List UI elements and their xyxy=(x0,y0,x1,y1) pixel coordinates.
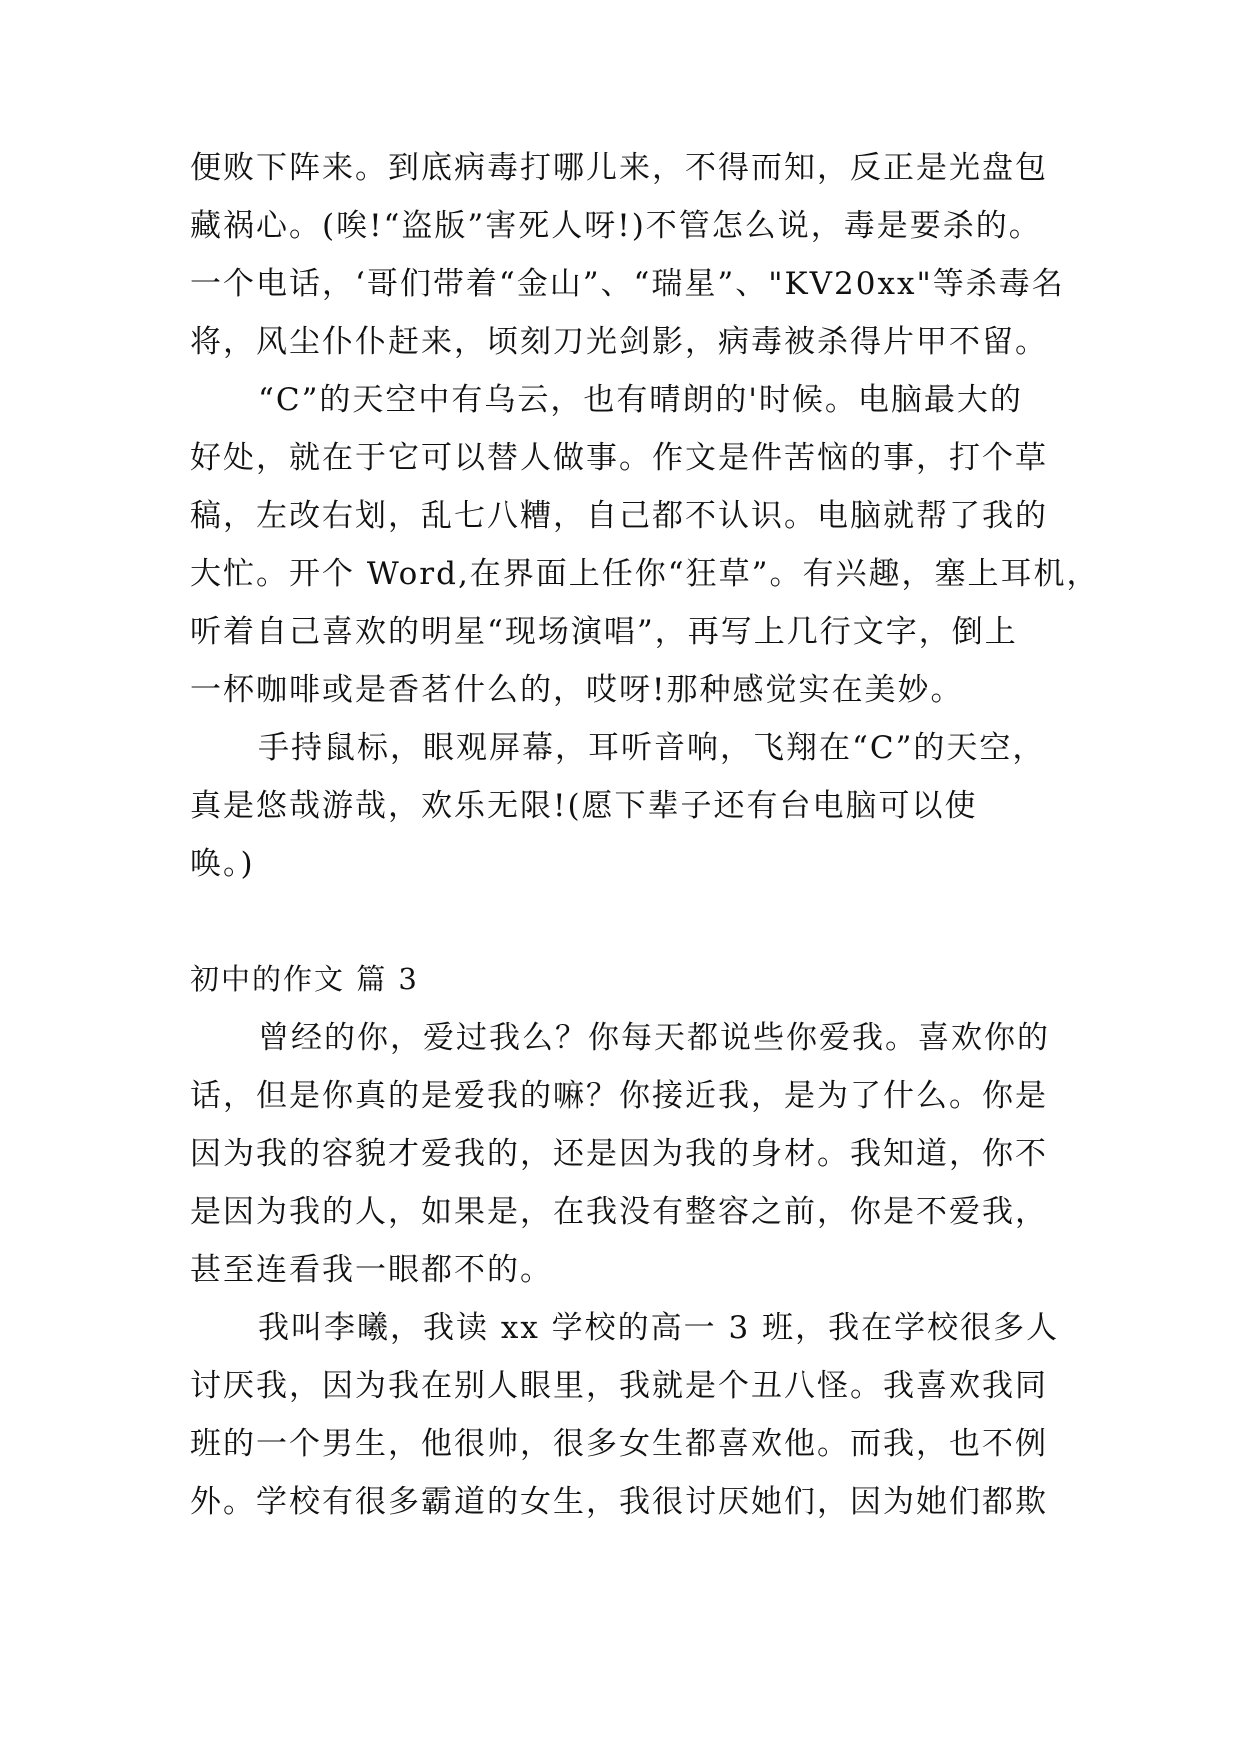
text-line: 大忙。开个 Word,在界面上任你“狂草”。有兴趣，塞上耳机， xyxy=(190,556,1100,592)
paragraph-first-line: 手持鼠标，眼观屏幕，耳听音响，飞翔在“C”的天空， xyxy=(258,730,1046,766)
text-line: 真是悠哉游哉，欢乐无限!(愿下辈子还有台电脑可以使 xyxy=(190,788,978,824)
paragraph-first-line: 我叫李曦，我读 xx 学校的高一 3 班，我在学校很多人 xyxy=(258,1310,1060,1346)
paragraph-first-line: 曾经的你，爱过我么？你每天都说些你爱我。喜欢你的 xyxy=(258,1020,1050,1056)
text-line: 唤。) xyxy=(190,846,255,882)
text-line: 一个电话，‘哥们带着“金山”、“瑞星”、"KV20xx"等杀毒名 xyxy=(190,266,1065,302)
text-line: 外。学校有很多霸道的女生，我很讨厌她们，因为她们都欺 xyxy=(190,1484,1048,1520)
section-heading: 初中的作文 篇 3 xyxy=(190,962,419,996)
text-line: 便败下阵来。到底病毒打哪儿来，不得而知，反正是光盘包 xyxy=(190,150,1048,186)
text-line: 话，但是你真的是爱我的嘛？你接近我，是为了什么。你是 xyxy=(190,1078,1048,1114)
text-line: 好处，就在于它可以替人做事。作文是件苦恼的事，打个草 xyxy=(190,440,1048,476)
text-line: 藏祸心。(唉!“盗版”害死人呀!)不管怎么说，毒是要杀的。 xyxy=(190,208,1042,244)
text-line: 班的一个男生，他很帅，很多女生都喜欢他。而我，也不例 xyxy=(190,1426,1048,1462)
text-line: 是因为我的人，如果是，在我没有整容之前，你是不爱我， xyxy=(190,1194,1048,1230)
paragraph-first-line: “C”的天空中有乌云，也有晴朗的'时候。电脑最大的 xyxy=(258,382,1023,418)
text-line: 稿，左改右划，乱七八糟，自己都不认识。电脑就帮了我的 xyxy=(190,498,1048,534)
text-line: 将，风尘仆仆赶来，顷刻刀光剑影，病毒被杀得片甲不留。 xyxy=(190,324,1048,360)
text-line: 因为我的容貌才爱我的，还是因为我的身材。我知道，你不 xyxy=(190,1136,1048,1172)
text-line: 一杯咖啡或是香茗什么的，哎呀!那种感觉实在美妙。 xyxy=(190,672,964,708)
text-line: 听着自己喜欢的明星“现场演唱”，再写上几行文字，倒上 xyxy=(190,614,1018,650)
text-line: 甚至连看我一眼都不的。 xyxy=(190,1252,553,1288)
text-line: 讨厌我，因为我在别人眼里，我就是个丑八怪。我喜欢我同 xyxy=(190,1368,1048,1404)
